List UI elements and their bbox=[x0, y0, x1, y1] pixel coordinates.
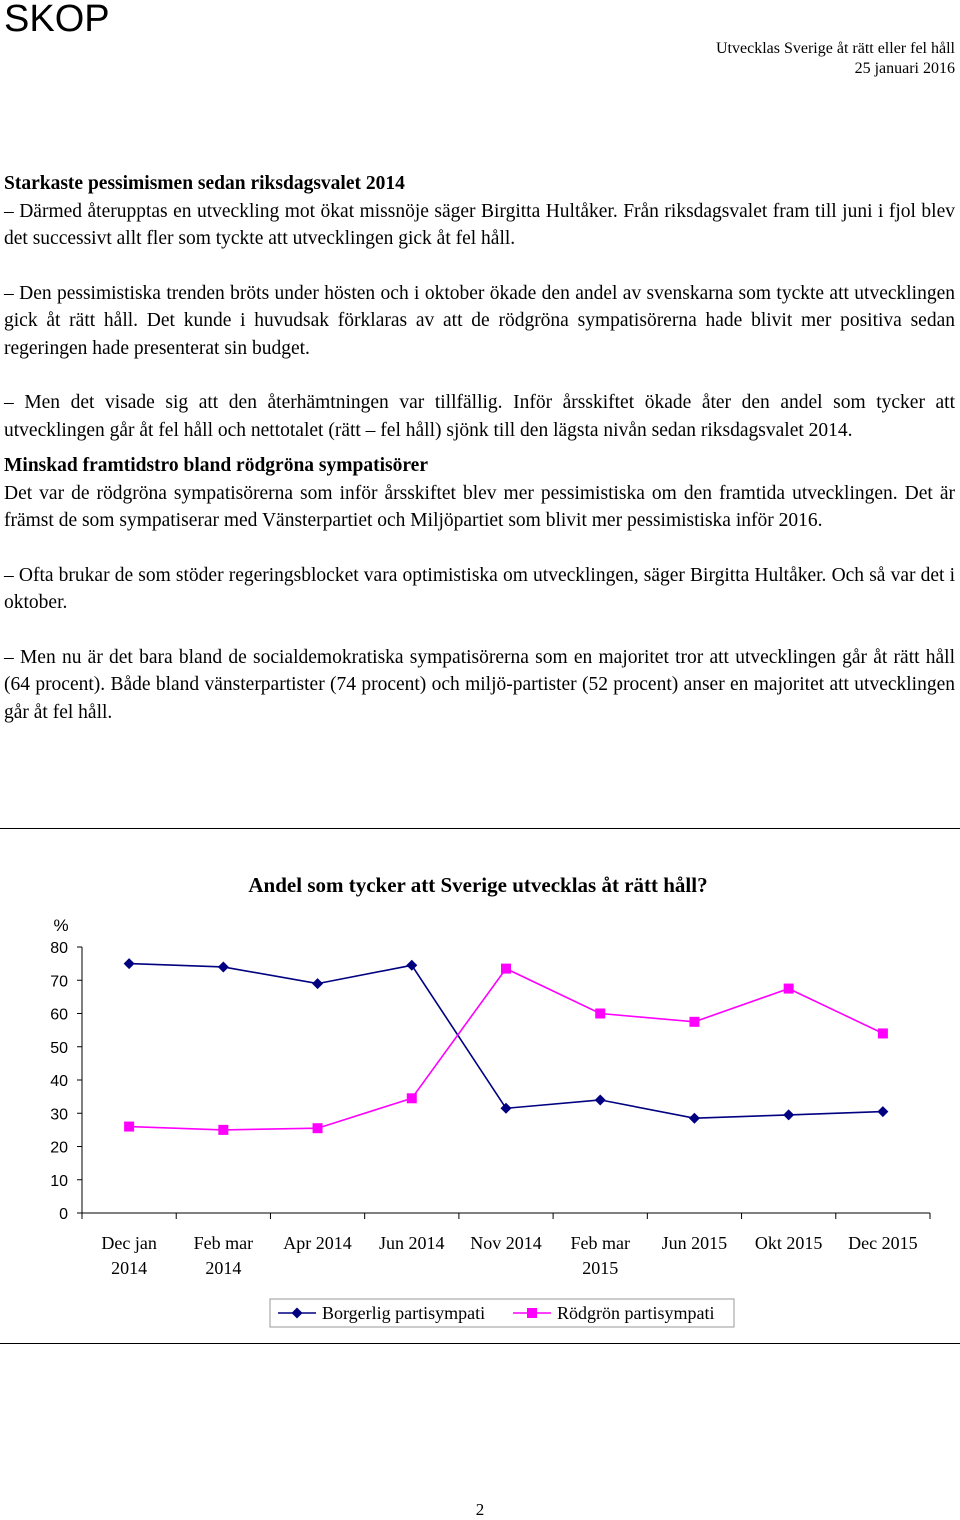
y-tick-label: 60 bbox=[50, 1006, 68, 1024]
y-tick-label: 50 bbox=[50, 1039, 68, 1057]
y-tick-label: 80 bbox=[50, 940, 68, 957]
y-tick-label: 30 bbox=[50, 1106, 68, 1124]
legend-label: Borgerlig partisympati bbox=[322, 1303, 486, 1323]
paragraph: – Den pessimistiska trenden bröts under hösten och i oktober ökade den andel av svenskarna som tyckte att utvecklingen gick åt rätt håll. Det kunde i huvudsak förklaras av att de rödgröna sympatisörerna hade blivit mer positiva sedan regeringen hade presenterat sin budget. bbox=[4, 282, 955, 359]
report-date: 25 januari 2016 bbox=[854, 60, 955, 77]
section-heading: Starkaste pessimismen sedan riksdagsvalet 2014 bbox=[4, 173, 405, 194]
paragraph: Det var de rödgröna sympatisörerna som inför årsskiftet blev mer pessimistiska om den framtida utvecklingen. Det är främst de som sympatiserar med Vänsterpartiet och Miljöpartiet som blivit mer pessimistiska inför 2016. bbox=[4, 482, 955, 531]
y-tick-label: 20 bbox=[50, 1139, 68, 1157]
series-line-1 bbox=[129, 964, 883, 1119]
data-point bbox=[218, 1125, 228, 1135]
x-tick-label: Feb mar 2014 bbox=[193, 1233, 254, 1278]
data-point bbox=[124, 958, 135, 969]
y-tick-label: 10 bbox=[50, 1172, 68, 1190]
data-point bbox=[313, 1123, 323, 1133]
x-tick-label: Apr 2014 bbox=[283, 1233, 352, 1253]
data-point bbox=[877, 1106, 888, 1117]
paragraph: – Men nu är det bara bland de socialdemokratiska sympatisörerna som en majoritet tror att utvecklingen går åt rätt håll (64 procent). Både bland vänsterpartister (74 procent) och miljö-partister (52 procent) anser en majoritet att utvecklingen går åt fel håll. bbox=[4, 646, 955, 723]
data-point bbox=[689, 1113, 700, 1124]
data-point bbox=[595, 1009, 605, 1019]
y-tick-label: 70 bbox=[50, 973, 68, 991]
report-title: Utvecklas Sverige åt rätt eller fel håll bbox=[715, 40, 955, 57]
data-point bbox=[878, 1028, 888, 1038]
article bbox=[4, 170, 955, 726]
data-point bbox=[218, 961, 229, 972]
data-point bbox=[407, 1093, 417, 1103]
chart-title: Andel som tycker att Sverige utvecklas åt rätt håll? bbox=[248, 873, 708, 897]
data-point bbox=[124, 1122, 134, 1132]
data-point bbox=[595, 1094, 606, 1105]
paragraph: – Men det visade sig att den återhämtningen var tillfällig. Inför årsskiftet ökade åter den andel som tycker att utvecklingen går åt fel håll och nettotalet (rätt – fel håll) sjönk till den lägsta nivån sedan riksdagsvalet 2014. bbox=[4, 392, 955, 441]
data-point bbox=[312, 978, 323, 989]
x-tick-label: Okt 2015 bbox=[754, 1233, 823, 1253]
data-point bbox=[501, 1103, 512, 1114]
data-point bbox=[689, 1017, 699, 1027]
paragraph: – Därmed återupptas en utveckling mot ökat missnöje säger Birgitta Hultåker. Från riksdagsvalet fram till juni i fjol blev det successivt allt fler som tyckte att utvecklingen gick åt fel håll. bbox=[4, 200, 955, 249]
divider bbox=[0, 828, 960, 829]
y-tick-label: 0 bbox=[59, 1206, 68, 1223]
line-chart bbox=[0, 850, 960, 1340]
data-point bbox=[501, 964, 511, 974]
data-point bbox=[784, 984, 794, 994]
paragraph: – Ofta brukar de som stöder regeringsblocket vara optimistiska om utvecklingen, säger Birgitta Hultåker. Och så var det i oktober. bbox=[4, 564, 955, 613]
data-point bbox=[406, 960, 417, 971]
data-point bbox=[783, 1109, 794, 1120]
x-tick-label: Feb mar 2015 bbox=[570, 1233, 630, 1278]
y-axis-label: % bbox=[53, 916, 69, 935]
page-number: 2 bbox=[475, 1500, 485, 1519]
x-tick-label: Jun 2014 bbox=[379, 1233, 445, 1253]
divider bbox=[0, 1343, 960, 1344]
x-tick-label: Dec jan 2014 bbox=[101, 1233, 157, 1278]
logo: SKOP bbox=[4, 0, 110, 40]
legend-marker bbox=[527, 1308, 537, 1318]
section-heading: Minskad framtidstro bland rödgröna sympatisörer bbox=[4, 455, 428, 476]
x-tick-label: Dec 2015 bbox=[848, 1233, 918, 1253]
x-tick-label: Jun 2015 bbox=[661, 1233, 728, 1253]
x-tick-label: Nov 2014 bbox=[470, 1233, 542, 1253]
y-tick-label: 40 bbox=[50, 1073, 68, 1090]
legend-label: Rödgrön partisympati bbox=[557, 1303, 715, 1323]
